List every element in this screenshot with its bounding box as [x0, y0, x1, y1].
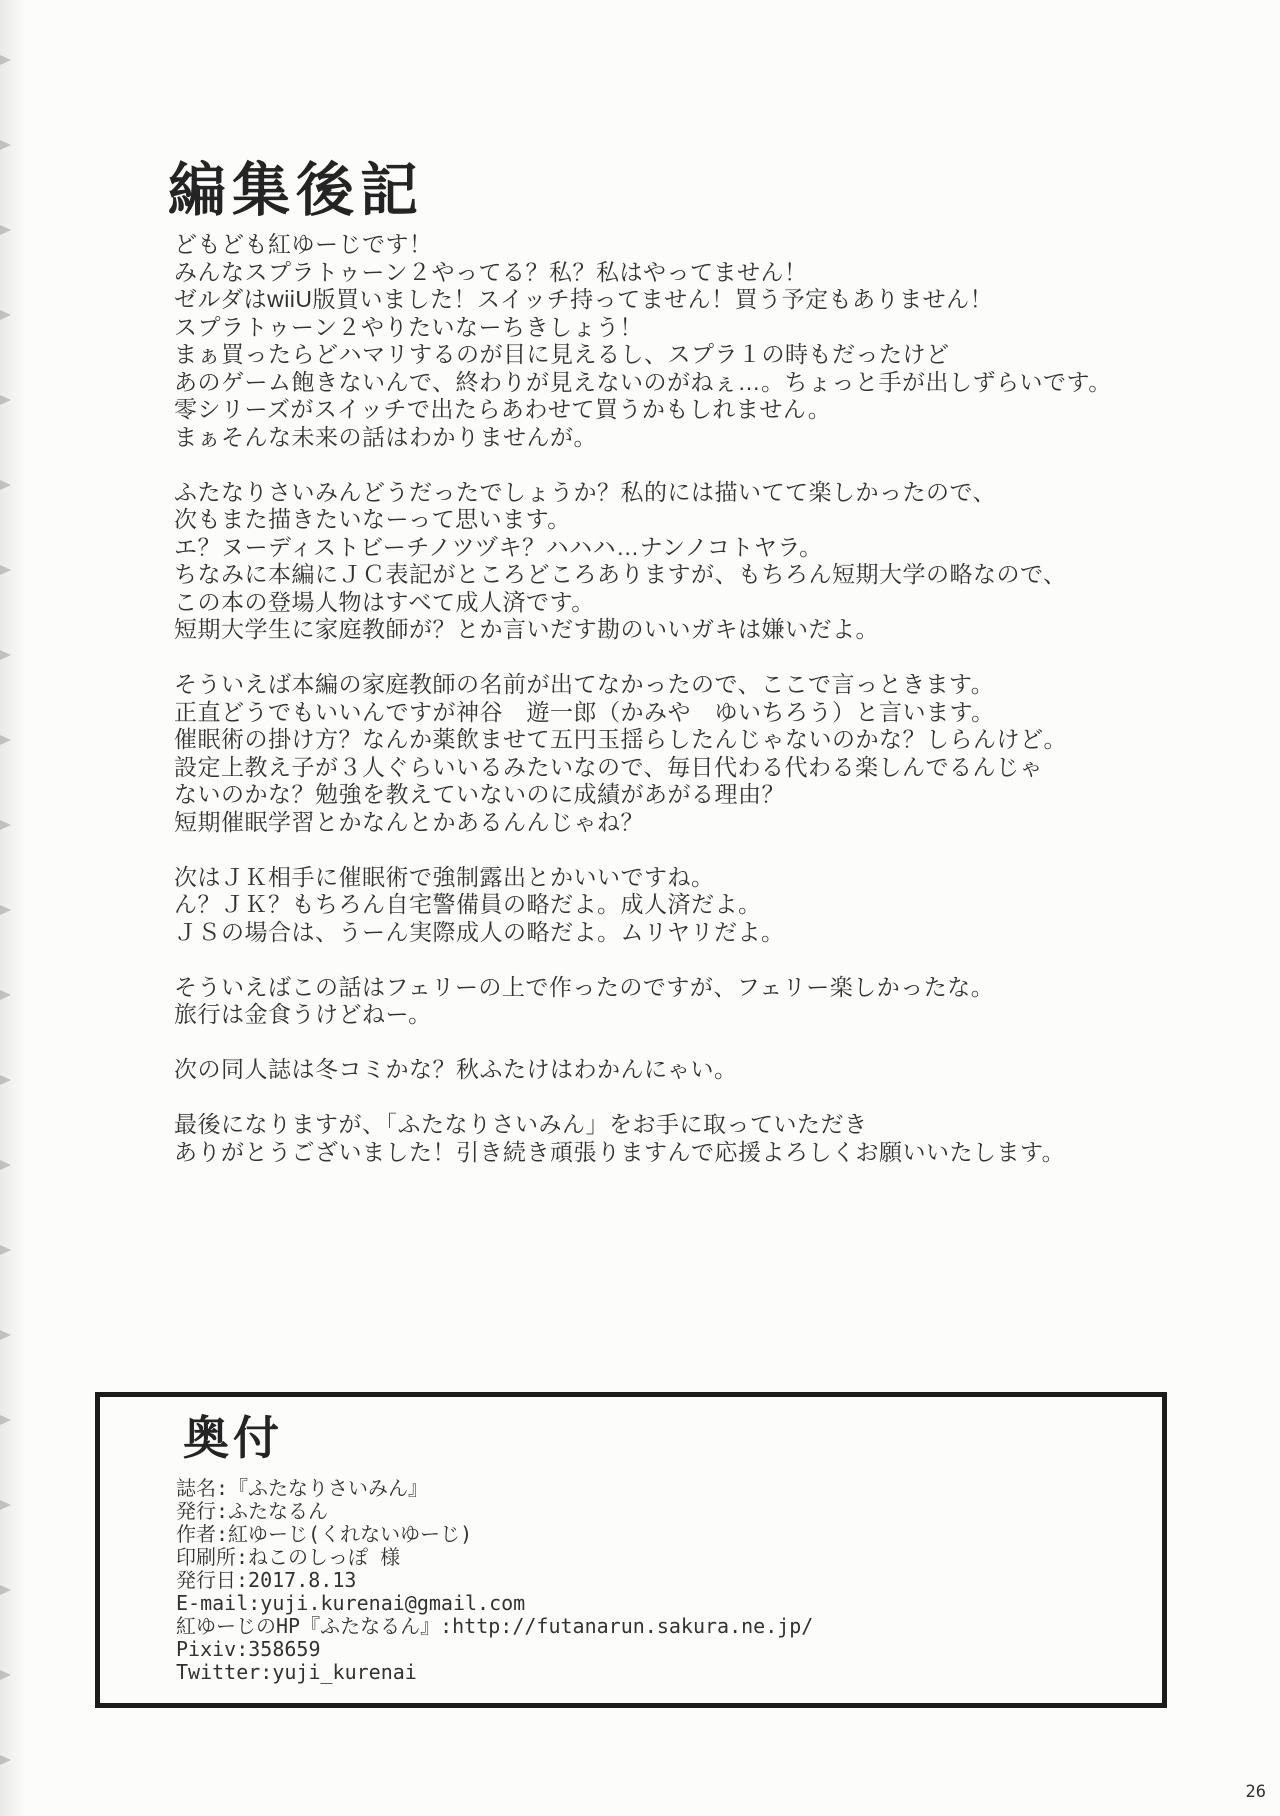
afterword-line: ゼルダはwiiU版買いました！スイッチ持ってません！買う予定もありません！: [174, 286, 994, 312]
colophon-line: E-mail:yuji.kurenai@gmail.com: [176, 1591, 526, 1615]
scan-artifact-mark: [0, 1160, 11, 1170]
colophon-line: 発行日:2017.8.13: [176, 1568, 357, 1592]
afterword-line: 短期催眠学習とかなんとかあるんんじゃね？: [174, 808, 644, 835]
afterword-line: あのゲーム飽きないんで、終わりが見えないのがねぇ…。ちょっと手が出しずらいです。: [174, 368, 1112, 395]
scan-artifact-mark: [0, 820, 11, 830]
afterword-paragraph: [174, 671, 1214, 836]
scan-artifact-mark: [0, 310, 11, 320]
afterword-paragraph: [174, 231, 1214, 451]
afterword-line: ないのかな？勉強を教えていないのに成績があがる理由？: [174, 781, 785, 807]
afterword-line: ちなみに本編にＪＣ表記がところどころありますが、もちろん短期大学の略なので、: [174, 561, 1067, 587]
scan-artifact-mark: [0, 1075, 11, 1085]
afterword-paragraph: [174, 1111, 1214, 1166]
colophon-line: Pixiv:358659: [176, 1637, 321, 1661]
scan-artifact-mark: [0, 140, 11, 150]
colophon-line: 誌名:『ふたなりさいみん』: [176, 1476, 429, 1500]
afterword-line: ん？ＪＫ？もちろん自宅警備員の略だよ。成人済だよ。: [174, 891, 762, 917]
afterword-line: 短期大学生に家庭教師が？とか言いだす勘のいいガキは嫌いだよ。: [174, 616, 879, 642]
colophon-lines: [176, 1477, 813, 1684]
colophon-box: [95, 1392, 1167, 1708]
afterword-line: どもども紅ゆーじです！: [174, 231, 433, 257]
afterword-line: そういえばこの話はフェリーの上で作ったのですが、フェリー楽しかったな。: [174, 973, 995, 1000]
afterword-line: まぁそんな未来の話はわかりませんが。: [174, 423, 597, 450]
scan-artifact-mark: [0, 1415, 11, 1425]
scan-artifact-mark: [0, 1585, 11, 1595]
afterword-line: 最後になりますが、「ふたなりさいみん」をお手に取っていただき: [174, 1111, 868, 1137]
afterword-line: 設定上教え子が３人ぐらいいるみたいなので、毎日代わる代わる楽しんでるんじゃ: [174, 753, 1044, 780]
afterword-line: エ？ヌーディストビーチノツヅキ？ハハハ…ナンノコトヤラ。: [174, 533, 823, 560]
afterword-body: [174, 231, 1214, 1194]
afterword-paragraph: [174, 1056, 1214, 1084]
scan-artifact-mark: [0, 565, 11, 575]
scan-artifact-mark: [0, 650, 11, 660]
scan-artifact-mark: [0, 225, 11, 235]
afterword-line: ふたなりさいみんどうだったでしょうか？私的には描いてて楽しかったので、: [174, 478, 997, 505]
afterword-line: ＪＳの場合は、うーん実際成人の略だよ。ムリヤリだよ。: [174, 918, 785, 945]
colophon-title: 奥付: [183, 1412, 283, 1464]
afterword-line: そういえば本編の家庭教師の名前が出てなかったので、ここで言っときます。: [174, 671, 995, 697]
scan-artifact-mark: [0, 735, 11, 745]
afterword-line: 零シリーズがスイッチで出たらあわせて買うかもしれません。: [174, 396, 832, 422]
colophon-line: Twitter:yuji_kurenai: [176, 1660, 417, 1684]
colophon-line: 発行:ふたなるん: [176, 1499, 329, 1523]
scan-artifact-mark: [0, 395, 11, 405]
afterword-paragraph: [174, 864, 1214, 947]
afterword-line: 次もまた描きたいなーって思います。: [174, 506, 571, 532]
scan-artifact-mark: [0, 55, 11, 65]
afterword-line: ありがとうございました！引き続き頑張りますんで応援よろしくお願いいたします。: [174, 1138, 1066, 1165]
afterword-paragraph: [174, 479, 1214, 644]
afterword-line: 次はＪＫ相手に催眠術で強制露出とかいいですね。: [174, 863, 715, 890]
afterword-line: この本の登場人物はすべて成人済です。: [174, 588, 595, 615]
afterword-line: 正直どうでもいいんですが神谷 遊一郎（かみや ゆいちろう）と言います。: [174, 698, 995, 725]
afterword-line: まぁ買ったらどハマリするのが目に見えるし、スプラ１の時もだったけど: [174, 341, 950, 367]
scan-artifact-mark: [0, 990, 11, 1000]
afterword-line: スプラトゥーン２やりたいなーちきしょう！: [174, 313, 643, 340]
scan-artifact-mark: [0, 1245, 11, 1255]
page-number: 26: [1245, 1782, 1266, 1802]
scan-artifact-mark: [0, 480, 11, 490]
scan-artifact-mark: [0, 1330, 11, 1340]
afterword-line: 催眠術の掛け方？なんか薬飲ませて五円玉揺らしたんじゃないのかな？しらんけど。: [174, 726, 1067, 752]
colophon-line: 作者:紅ゆーじ(くれないゆーじ): [176, 1522, 473, 1546]
scan-artifact-mark: [0, 1500, 11, 1510]
afterword-line: みんなスプラトゥーン２やってる？私？私はやってません！: [174, 258, 808, 285]
scan-artifact-mark: [0, 1670, 11, 1680]
afterword-line: 旅行は金食うけどねー。: [174, 1001, 432, 1027]
scan-artifact-mark: [0, 905, 11, 915]
page-title: 編集後記: [168, 157, 425, 223]
colophon-line: 紅ゆーじのHP『ふたなるん』:http://futanarun.sakura.ne.jp/: [176, 1614, 814, 1638]
afterword-paragraph: [174, 974, 1214, 1029]
scan-artifact-mark: [0, 1755, 11, 1765]
afterword-line: 次の同人誌は冬コミかな？秋ふたけはわかんにゃい。: [174, 1056, 738, 1082]
colophon-line: 印刷所:ねこのしっぽ 様: [176, 1545, 401, 1569]
